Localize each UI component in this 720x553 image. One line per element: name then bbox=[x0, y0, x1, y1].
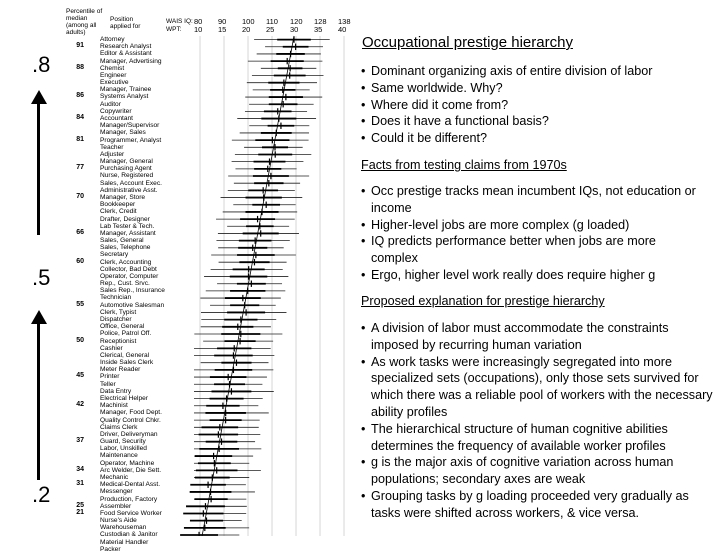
position-label: Engineer bbox=[100, 71, 127, 79]
range-plot bbox=[62, 6, 356, 539]
wais-tick-90: 90 bbox=[218, 17, 227, 26]
percentile-label: 31 bbox=[76, 480, 84, 488]
position-label: Rep., Cust. Srvc. bbox=[100, 280, 150, 288]
list-item: • g is the major axis of cognitive variation across human populations; secondary axes are weak bbox=[361, 454, 717, 488]
percentile-label: 88 bbox=[76, 63, 84, 71]
position-label: Cashier bbox=[100, 344, 123, 352]
position-label: Lab Tester & Tech. bbox=[100, 222, 155, 230]
position-label: Messenger bbox=[100, 488, 133, 496]
position-label: Electrical Helper bbox=[100, 395, 149, 402]
list-item: • Same worldwide. Why? bbox=[361, 80, 720, 97]
wpt-tick-15: 15 bbox=[218, 25, 227, 34]
percentile-label: 60 bbox=[76, 257, 84, 265]
position-label: Sales Rep., Insurance bbox=[100, 287, 165, 295]
list-item: • Dominant organizing axis of entire division of labor bbox=[361, 63, 720, 80]
position-label: Nurse, Registered bbox=[100, 172, 154, 180]
percentile-label: 84 bbox=[76, 113, 84, 121]
wais-tick-80: 80 bbox=[194, 17, 203, 26]
proposed-list bbox=[361, 320, 717, 522]
up-arrow-icon bbox=[34, 310, 44, 480]
percentile-label: 66 bbox=[76, 228, 84, 236]
position-label: Clerk, Typist bbox=[100, 308, 137, 316]
position-label: Operator, Machine bbox=[100, 459, 155, 467]
wais-tick-110: 110 bbox=[266, 17, 278, 26]
position-label: Manager/Supervisor bbox=[100, 122, 160, 130]
percentile-label: 21 bbox=[76, 508, 84, 516]
wpt-tick-10: 10 bbox=[194, 25, 203, 34]
position-label: Claims Clerk bbox=[100, 423, 138, 431]
position-label: Food Service Worker bbox=[100, 509, 162, 517]
position-label: Meter Reader bbox=[100, 366, 141, 374]
percentile-label: 91 bbox=[76, 42, 84, 50]
wpt-tick-30: 30 bbox=[290, 25, 299, 34]
position-label: Sales, Telephone bbox=[100, 244, 151, 252]
percentile-label: 86 bbox=[76, 92, 84, 100]
position-label: Receptionist bbox=[100, 337, 137, 345]
position-label: Quality Control Chkr. bbox=[100, 416, 161, 424]
position-label: Manager, Sales bbox=[100, 129, 146, 137]
position-label: Manager, Food Dept. bbox=[100, 409, 162, 417]
position-label: Medical-Dental Asst. bbox=[100, 481, 161, 489]
list-item: • Could it be different? bbox=[361, 130, 720, 147]
facts-heading: Facts from testing claims from 1970s bbox=[361, 158, 567, 172]
list-item: • The hierarchical structure of human cognitive abilities determines the frequency of available worker profiles bbox=[361, 421, 717, 455]
percentile-label: 77 bbox=[76, 164, 84, 172]
percentile-label: 25 bbox=[76, 501, 84, 509]
position-label: Dispatcher bbox=[100, 316, 132, 324]
position-label: Automotive Salesman bbox=[100, 301, 165, 309]
text-panel bbox=[358, 0, 720, 540]
wpt-header: WPT: bbox=[166, 26, 182, 33]
position-label: Research Analyst bbox=[100, 43, 152, 51]
position-label: Auditor bbox=[100, 100, 121, 108]
wais-tick-100: 100 bbox=[242, 17, 255, 26]
position-label: Teacher bbox=[100, 143, 124, 151]
position-label: Sales, General bbox=[100, 237, 144, 245]
wais-tick-128: 128 bbox=[314, 17, 327, 26]
percentile-label: 45 bbox=[76, 372, 84, 380]
position-label: Programmer, Analyst bbox=[100, 136, 162, 144]
percentile-label: 42 bbox=[76, 401, 84, 409]
list-item: • A division of labor must accommodate the constraints imposed by recurring human variation bbox=[361, 320, 717, 354]
iq-occupation-chart bbox=[62, 6, 356, 553]
position-label: Warehouseman bbox=[100, 524, 147, 532]
position-label: Chemist bbox=[100, 64, 125, 72]
position-header: Position applied for bbox=[110, 16, 141, 30]
intro-list bbox=[361, 63, 720, 147]
position-label: Guard, Security bbox=[100, 438, 146, 446]
position-label: Bookkeeper bbox=[100, 201, 136, 209]
position-label: Maintenance bbox=[100, 452, 138, 460]
percentile-header: Percentile of median (among all adults) bbox=[66, 8, 103, 36]
position-label: Clerical, General bbox=[100, 351, 150, 359]
position-label: Systems Analyst bbox=[100, 93, 149, 101]
position-label: Mechanic bbox=[100, 473, 129, 481]
position-label: Attorney bbox=[100, 36, 125, 43]
position-label: Packer bbox=[100, 545, 121, 553]
position-label: Labor, Unskilled bbox=[100, 445, 147, 453]
percentile-label: 37 bbox=[76, 437, 84, 445]
wpt-tick-25: 25 bbox=[266, 25, 275, 34]
position-label: Copywriter bbox=[100, 107, 132, 115]
position-label: Driver, Deliveryman bbox=[100, 430, 158, 438]
position-label: Clerk, Accounting bbox=[100, 258, 152, 266]
position-label: Production, Factory bbox=[100, 495, 158, 503]
position-label: Material Handler bbox=[100, 538, 149, 546]
list-item: • Higher-level jobs are more complex (g loaded) bbox=[361, 217, 701, 234]
wpt-tick-35: 35 bbox=[314, 25, 323, 34]
position-label: Manager, General bbox=[100, 158, 153, 166]
percentile-label: 70 bbox=[76, 192, 84, 200]
scale-label-bottom: .2 bbox=[32, 482, 51, 507]
position-label: Police, Patrol Off. bbox=[100, 330, 152, 338]
position-label: Accountant bbox=[100, 114, 133, 122]
position-label: Collector, Bad Debt bbox=[100, 265, 157, 273]
wais-tick-138: 138 bbox=[338, 17, 351, 26]
position-label: Assembler bbox=[100, 502, 132, 510]
position-label: Executive bbox=[100, 79, 129, 87]
position-label: Manager, Assistant bbox=[100, 229, 156, 237]
wais-tick-120: 120 bbox=[290, 17, 303, 26]
percentile-label: 55 bbox=[76, 300, 84, 308]
position-label: Secretary bbox=[100, 251, 129, 259]
facts-list bbox=[361, 183, 701, 284]
percentile-label: 34 bbox=[76, 465, 84, 473]
wpt-tick-40: 40 bbox=[338, 25, 347, 34]
list-item: • Occ prestige tracks mean incumbent IQs, not education or income bbox=[361, 183, 701, 217]
position-label: Manager, Store bbox=[100, 193, 146, 201]
position-label: Clerk, Credit bbox=[100, 208, 137, 216]
position-label: Operator, Computer bbox=[100, 272, 159, 280]
position-label: Teller bbox=[100, 380, 116, 388]
scale-label-top: .8 bbox=[32, 52, 51, 77]
page-title: Occupational prestige hierarchy bbox=[362, 34, 573, 51]
position-label: Manager, Advertising bbox=[100, 57, 162, 65]
position-label: Purchasing Agent bbox=[100, 165, 152, 173]
list-item: • Grouping tasks by g loading proceeded very gradually as tasks were shifted across workers, & vice versa. bbox=[361, 488, 717, 522]
ability-scale bbox=[0, 0, 66, 540]
list-item: • Where did it come from? bbox=[361, 97, 720, 114]
position-label: Manager, Trainee bbox=[100, 86, 152, 94]
list-item: • IQ predicts performance better when jobs are more complex bbox=[361, 233, 701, 267]
position-label: Administrative Asst. bbox=[100, 186, 158, 194]
position-label: Editor & Assistant bbox=[100, 50, 152, 58]
scale-label-mid: .5 bbox=[32, 265, 51, 290]
list-item: • Does it have a functional basis? bbox=[361, 113, 720, 130]
list-item: • Ergo, higher level work really does require higher g bbox=[361, 267, 701, 284]
position-label: Arc Welder, Die Sett. bbox=[100, 466, 162, 474]
percentile-label: 81 bbox=[76, 135, 84, 143]
position-label: Custodian & Janitor bbox=[100, 531, 158, 539]
position-label: Data Entry bbox=[100, 387, 132, 395]
wais-header: WAIS IQ: bbox=[166, 18, 193, 25]
position-label: Sales, Account Exec. bbox=[100, 179, 162, 187]
position-label: Office, General bbox=[100, 323, 145, 331]
percentile-label: 50 bbox=[76, 336, 84, 344]
position-label: Technician bbox=[100, 294, 132, 302]
position-label: Drafter, Designer bbox=[100, 215, 150, 223]
position-label: Printer bbox=[100, 373, 120, 381]
position-label: Inside Sales Clerk bbox=[100, 359, 154, 367]
up-arrow-icon bbox=[34, 90, 44, 235]
position-label: Machinist bbox=[100, 402, 128, 410]
position-label: Adjuster bbox=[100, 150, 125, 158]
position-label: Nurse's Aide bbox=[100, 517, 137, 525]
proposed-heading: Proposed explanation for prestige hierarchy bbox=[361, 294, 605, 308]
list-item: • As work tasks were increasingly segregated into more specialized sets (occupations), only those sets survived for which there was a reliable pool of workers with the necessary ability profiles bbox=[361, 354, 717, 421]
wpt-tick-20: 20 bbox=[242, 25, 251, 34]
